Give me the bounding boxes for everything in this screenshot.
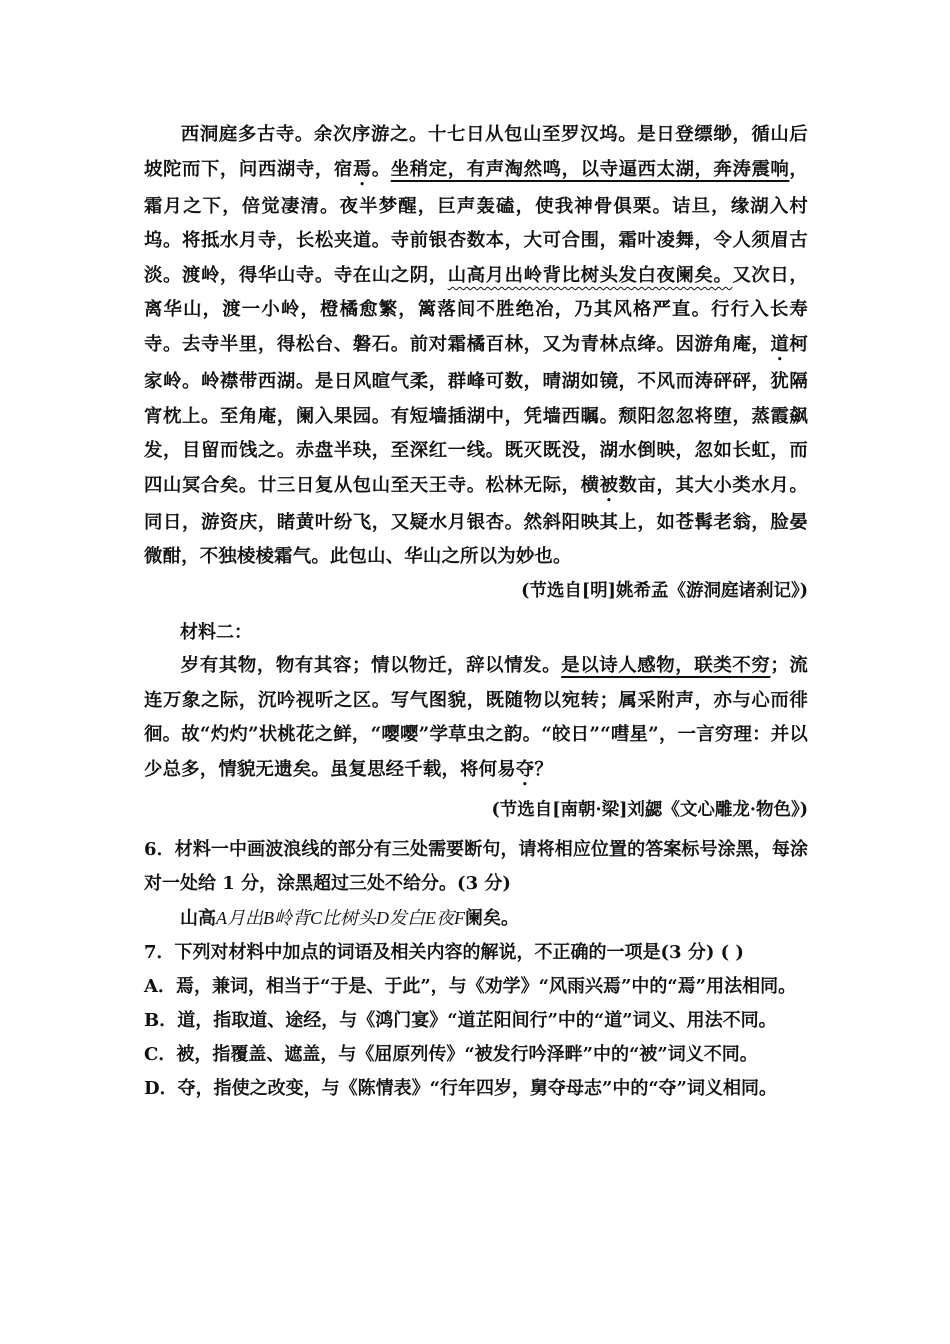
option-c[interactable]: C．被，指覆盖、遮盖，与《屈原列传》“被发行吟泽畔”中的“被”词义不同。: [144, 1043, 758, 1065]
text-segment: 。: [371, 158, 391, 180]
text-segment: 又次日，离华山，渡一小岭，橙橘愈繁，篱落间不胜绝冶，乃其风格严直。行行入长寿寺。去寺半里，得松台、磐石。前对霜橘百林，又为青林点绛。因游角庵，: [144, 264, 808, 355]
emphasis-dot-word: 夺: [515, 758, 535, 780]
question-6-text: 6．材料一中画波浪线的部分有三处需要断句，请将相应位置的答案标号涂黑，每涂对一处给 1 分，涂黑超过三处不给分。(3 分): [144, 838, 808, 894]
text-segment: 夜: [436, 907, 455, 928]
text-segment: 月出: [227, 907, 263, 928]
question-6: [144, 833, 808, 936]
underlined-sentence: 坐稍定，有声淘然鸣，以寺逼西太湖，奔涛震响: [390, 158, 790, 180]
text-segment: 比树头: [322, 907, 377, 928]
text-segment: 岭背: [274, 907, 310, 928]
answer-label-d[interactable]: D: [376, 907, 390, 928]
question-6-options: [144, 901, 808, 936]
answer-label-a[interactable]: A: [216, 907, 227, 928]
text-segment: 山高: [180, 907, 216, 929]
wavy-underlined-sentence: 山高月出岭背比树头发白夜阑矣。: [447, 264, 733, 286]
material2-paragraph: [144, 649, 808, 790]
material1-paragraph: [144, 118, 808, 575]
underlined-sentence: 是以诗人感物，联类不穷: [561, 654, 771, 676]
option-b[interactable]: B．道，指取道、途经，与《鸿门宴》“道芷阳间行”中的“道”词义、用法不同。: [144, 1009, 777, 1031]
question-7-text: 7．下列对材料中加点的词语及相关内容的解说，不正确的一项是(3 分) ( ): [144, 941, 744, 963]
option-a[interactable]: A．焉，兼词，相当于“于是、于此”，与《劝学》“风雨兴焉”中的“焉”用法相同。: [144, 975, 797, 997]
emphasis-dot-word: 道: [770, 333, 790, 355]
emphasis-dot-word: 被: [599, 474, 619, 496]
text-segment: 数亩，其大小类水月。同日，游资庆，睹黄叶纷飞，又疑水月银杏。然斜阳映其上，如苍髯老翁，脸晏微酣，不独棱棱霜气。此包山、华山之所以为妙也。: [144, 474, 808, 568]
material2-heading: 材料二：: [180, 621, 252, 643]
text-segment: 发白: [389, 907, 426, 928]
text-segment: 阑矣。: [465, 907, 520, 929]
text-segment: 岁有其物，物有其容；情以物迁，辞以情发。: [180, 654, 562, 676]
material1-source: (节选自[明]姚希孟《游洞庭诸刹记》): [521, 580, 808, 601]
material2-source: (节选自[南朝·梁]刘勰《文心雕龙·物色》): [491, 799, 808, 820]
answer-label-b[interactable]: B: [263, 907, 274, 928]
text-segment: 柯家岭。岭襟带西湖。是日风暄气柔，群峰可数，晴湖如镜，不风而涛砰砰，犹隔宵枕上。至角庵，阑入果园。有短墙插湖中，凭墙西瞩。颓阳忽忽将堕，蒸霞飙发，目留而饯之。赤盘半玦，至深红一线。既灭既没，湖水倒映，忽如长虹，而四山冥合矣。廿三日复从包山至天王寺。松林无际，横: [144, 333, 808, 496]
text-segment: ？: [534, 758, 554, 780]
emphasis-dot-word: 焉: [352, 158, 372, 180]
answer-label-f[interactable]: F: [454, 907, 466, 928]
answer-label-e[interactable]: E: [425, 907, 437, 928]
text-segment: 西洞庭多古寺。余次序游之。十七日从包山至罗汉坞。是日登缥缈，循山后坡陀而下，问西湖寺，宿: [144, 124, 808, 180]
option-d[interactable]: D．夺，指使之改变，与《陈情表》“行年四岁，舅夺母志”中的“夺”词义相同。: [144, 1077, 778, 1099]
text-segment: ，霜月之下，倍觉凄清。夜半梦醒，巨声轰磕，使我神骨俱栗。诘旦，缘湖入村坞。将抵水月寺，长松夹道。寺前银杏数本，大可合围，霜叶凌舞，令人须眉古淡。渡岭，得华山寺。寺在山之阴，: [144, 158, 809, 286]
text-segment: ；流连万象之际，沉吟视听之区。写气图貌，既随物以宛转；属采附声，亦与心而徘徊。故“灼灼”状桃花之鲜，“嘤嘤”学草虫之韵。“皎日”“嘒星”，一言穷理：并以少总多，情貌无遗矣。虽复思经千载，将何易: [144, 654, 808, 780]
question-7: [144, 936, 808, 1106]
document-page: [144, 118, 808, 1106]
answer-label-c[interactable]: C: [310, 907, 323, 928]
